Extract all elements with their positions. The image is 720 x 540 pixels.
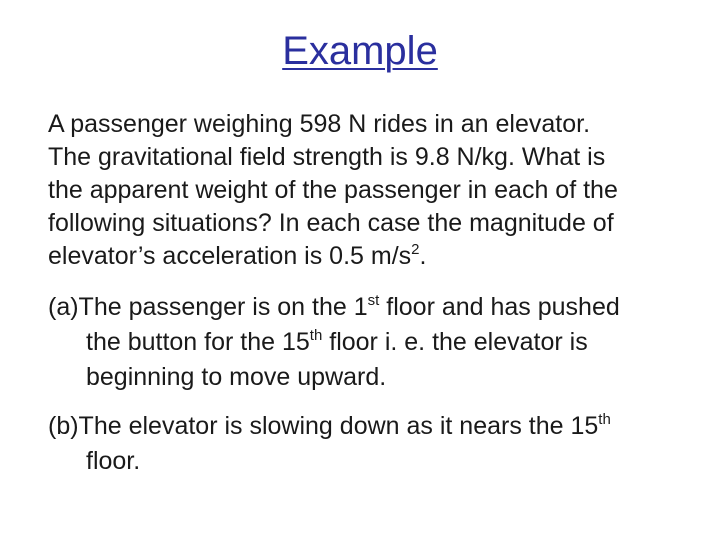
intro-line [48, 240, 708, 273]
situation-b [48, 409, 708, 479]
intro-text: elevator’s acceleration is 0.5 m/s [48, 242, 412, 270]
situation-b-line [48, 409, 708, 444]
superscript: th [309, 327, 323, 344]
situation-a-text: floor i. e. the elevator is [322, 328, 588, 356]
situation-a-line [48, 290, 708, 325]
superscript: st [367, 292, 380, 309]
slide-title [0, 26, 720, 76]
situation-a-text: the button for the 15 [86, 328, 310, 356]
situation-a [48, 290, 708, 395]
superscript: 2 [411, 241, 420, 258]
situation-a-line [48, 325, 708, 360]
slide-title-text: Example [282, 29, 438, 73]
intro-line: The gravitational field strength is 9.8 N/kg. What is [48, 143, 606, 171]
superscript: th [598, 411, 611, 428]
situation-a-line: beginning to move upward. [86, 363, 387, 391]
situation-b-line: floor. [86, 447, 141, 475]
situation-b-text: (b)The elevator is slowing down as it nears the 15 [48, 412, 599, 440]
intro-text: . [419, 242, 427, 270]
intro-line: the apparent weight of the passenger in each of the [48, 176, 618, 204]
situation-a-text: floor and has pushed [379, 293, 620, 321]
intro-line: following situations? In each case the magnitude of [48, 209, 614, 237]
situation-a-text: (a)The passenger is on the 1 [48, 293, 368, 321]
intro-line: A passenger weighing 598 N rides in an elevator. [48, 110, 591, 138]
problem-intro [48, 108, 708, 273]
